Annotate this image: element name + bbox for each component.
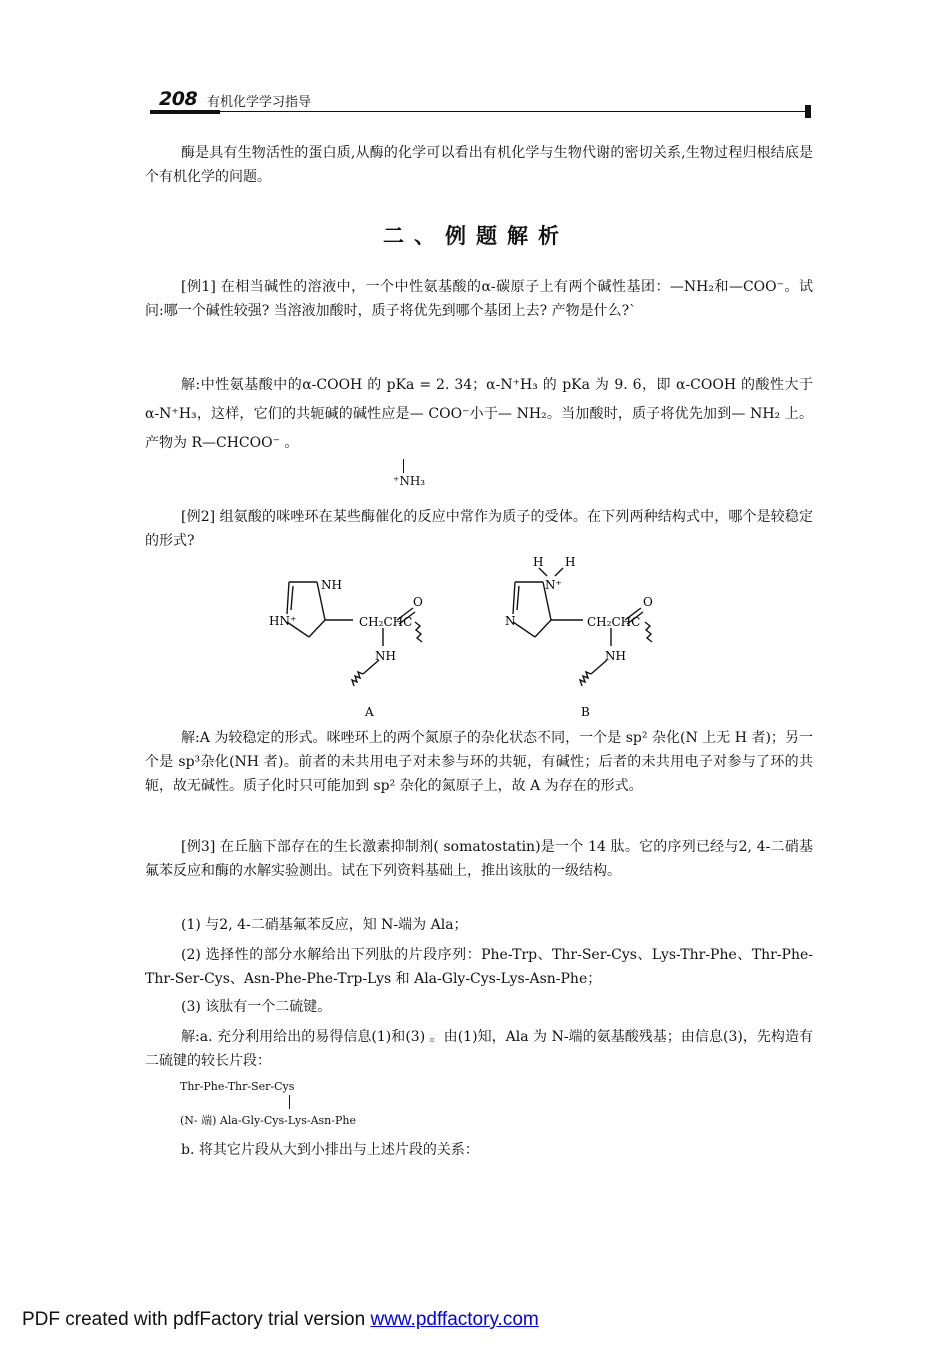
example3-answer-b: b. 将其它片段从大到小排出与上述片段的关系：	[181, 1142, 479, 1158]
example3-item-1: (1) 与2, 4-二硝基氟苯反应，知 N-端为 Ala；	[181, 917, 468, 933]
struct-b-oxygen: O	[643, 595, 653, 609]
fragment-line-2: (N- 端) Ala-Gly-Cys-Lys-Asn-Phe	[180, 1114, 356, 1127]
header-rule-end-mark	[805, 105, 811, 118]
intro-paragraph: 酶是具有生物活性的蛋白质,从酶的化学可以看出有机化学与生物代谢的密切关系,生物过程归根结底是个有机化学的问题。	[145, 145, 813, 185]
struct-a-label: A	[365, 705, 374, 717]
example3-item-3: (3) 该肽有一个二硫键。	[181, 999, 332, 1015]
example1-answer: 解:中性氨基酸中的α-COOH 的 pKa = 2. 34；α-N⁺H₃ 的 pKa 为 9. 6，即 α-COOH 的酸性大于 α-N⁺H₃，这样，它们的共轭碱的碱性应是— COO⁻小于— NH₂。当加酸时，质子将优先加到— NH₂ 上。产物为 R—CHCOO⁻ 。	[145, 377, 813, 451]
struct-b-amide-nh: NH	[605, 649, 626, 663]
example1-product-substituent: ⁺NH₃	[393, 474, 426, 488]
product-bond	[403, 459, 404, 473]
struct-b-chain: CH₂CHC	[587, 615, 641, 629]
example3-question: [例3] 在丘脑下部存在的生长激素抑制剂( somatostatin)是一个 14 肽。它的序列已经与2, 4-二硝基氟苯反应和酶的水解实验测出。试在下列资料基础上，推出该肽的一级结构。	[145, 839, 813, 879]
struct-b-h-right: H	[565, 555, 576, 569]
footer-text: PDF created with pdfFactory trial version	[22, 1309, 371, 1330]
fragment-line-1: Thr-Phe-Thr-Ser-Cys	[180, 1080, 295, 1093]
header-rule	[150, 111, 806, 112]
example1-question: [例1] 在相当碱性的溶液中，一个中性氨基酸的α-碳原子上有两个碱性基团：—NH₂和—COO⁻。试问:哪一个碱性较强? 当溶液加酸时，质子将优先到哪个基团上去? 产物是什么?`	[145, 279, 813, 319]
example2-question: [例2] 组氨酸的咪唑环在某些酶催化的反应中常作为质子的受体。在下列两种结构式中，哪个是较稳定的形式?	[145, 509, 813, 549]
pdf-footer	[22, 1309, 539, 1331]
struct-b-label: B	[581, 705, 590, 717]
struct-a-oxygen: O	[413, 595, 423, 609]
struct-a-amide-nh: NH	[375, 649, 396, 663]
struct-a-chain: CH₂CHC	[359, 615, 413, 629]
struct-b-n: N	[505, 614, 516, 628]
running-header-title: 有机化学学习指导	[207, 95, 312, 110]
histidine-structures	[265, 552, 705, 717]
section-title: 二、例题解析	[383, 224, 569, 248]
struct-a-nh: NH	[321, 578, 342, 592]
disulfide-bond	[289, 1095, 290, 1109]
example3-answer-a: 解:a. 充分利用给出的易得信息(1)和(3) 。由(1)知，Ala 为 N-端的氨基酸残基；由信息(3)，先构造有二硫键的较长片段：	[145, 1029, 813, 1069]
struct-b-n-plus: N⁺	[545, 578, 562, 592]
struct-b-h-left: H	[533, 555, 544, 569]
example2-answer: 解:A 为较稳定的形式。咪唑环上的两个氮原子的杂化状态不同，一个是 sp² 杂化(N 上无 H 者)；另一个是 sp³杂化(NH 者)。前者的未共用电子对未参与环的共轭，有碱性；后者的未共用电子对参与了环的共轭，故无碱性。质子化时只可能加到 sp² 杂化的氮原子上，故 A 为存在的形式。	[145, 730, 813, 794]
struct-a-hn-plus: HN⁺	[269, 614, 297, 628]
example3-item-2: (2) 选择性的部分水解给出下列肽的片段序列：Phe-Trp、Thr-Ser-Cys、Lys-Thr-Phe、Thr-Phe-Thr-Ser-Cys、Asn-Phe-Phe-Trp-Lys 和 Ala-Gly-Cys-Lys-Asn-Phe；	[145, 947, 813, 987]
page-number: 208	[159, 88, 198, 110]
footer-link[interactable]: www.pdffactory.com	[370, 1309, 539, 1330]
